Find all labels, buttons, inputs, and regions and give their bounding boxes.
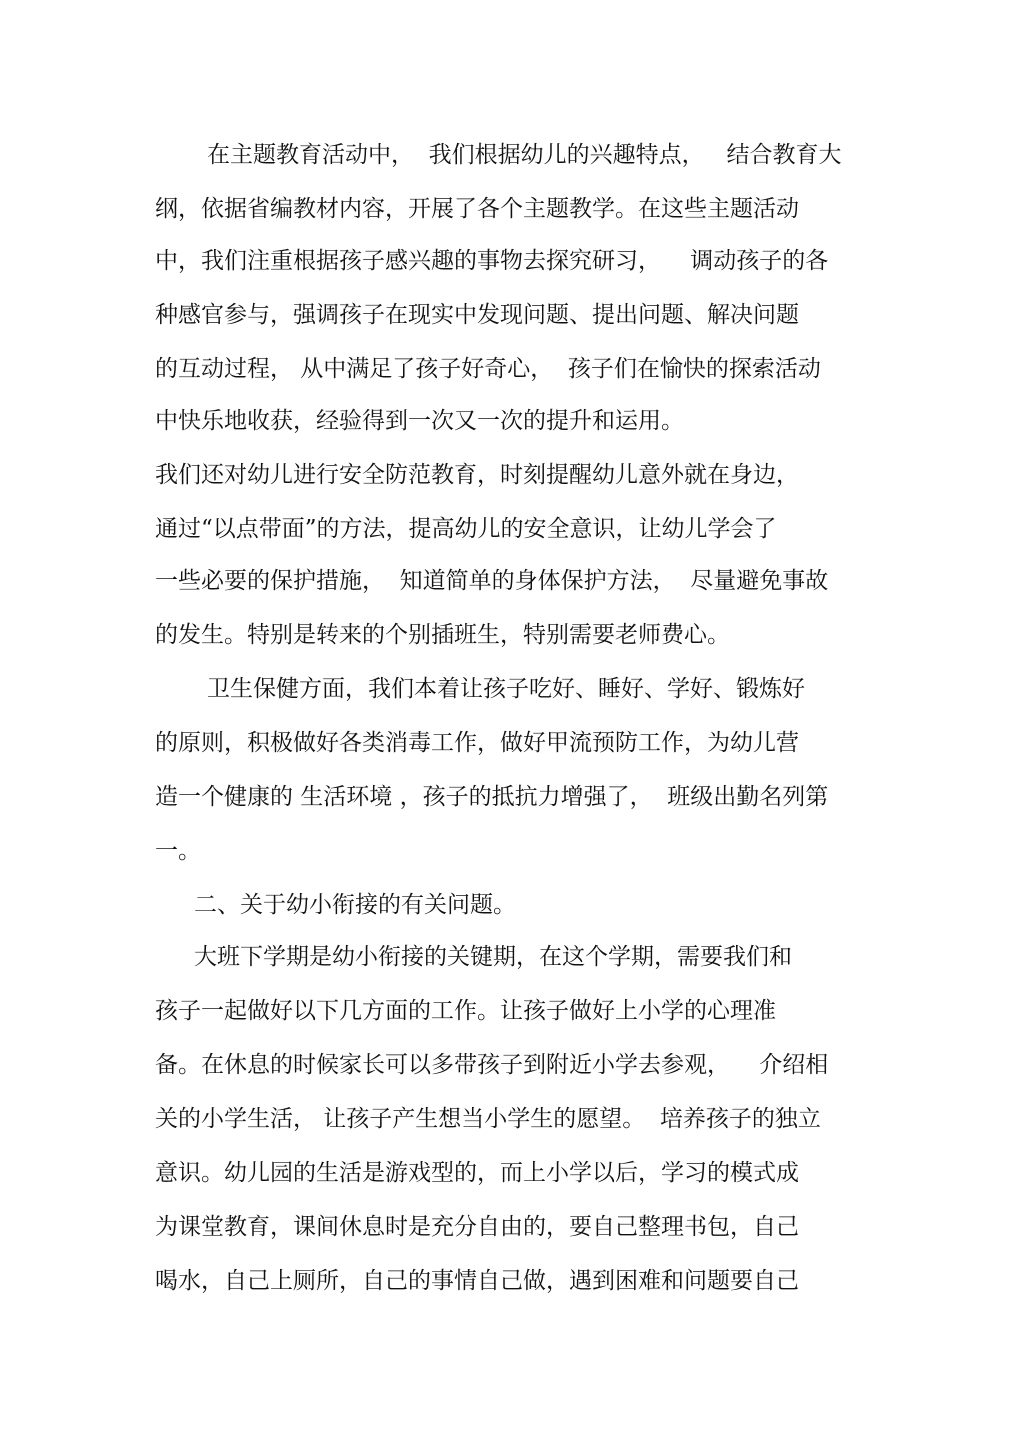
text-line: 一。: [155, 838, 201, 864]
text-line: 我们还对幼儿进行安全防范教育，时刻提醒幼儿意外就在身边，: [155, 462, 799, 488]
text-line: 种感官参与，强调孩子在现实中发现问题、提出问题、解决问题: [155, 302, 799, 328]
text-line: 一些必要的保护措施， 知道简单的身体保护方法， 尽量避免事故: [155, 568, 829, 594]
text-line: 的互动过程， 从中满足了孩子好奇心， 孩子们在愉快的探索活动: [155, 356, 821, 382]
text-line: 中快乐地收获，经验得到一次又一次的提升和运用。: [155, 408, 684, 434]
text-line: 关的小学生活， 让孩子产生想当小学生的愿望。 培养孩子的独立: [155, 1106, 821, 1132]
text-line: 在主题教育活动中， 我们根据幼儿的兴趣特点， 结合教育大: [207, 142, 842, 168]
text-line: 备。在休息的时候家长可以多带孩子到附近小学去参观， 介绍相: [155, 1052, 829, 1078]
text-line: 大班下学期是幼小衔接的关键期，在这个学期，需要我们和: [194, 944, 792, 970]
text-line: 纲，依据省编教材内容，开展了各个主题教学。在这些主题活动: [155, 196, 799, 222]
section-heading: 二、关于幼小衔接的有关问题。: [194, 892, 516, 918]
text-line: 孩子一起做好以下几方面的工作。让孩子做好上小学的心理准: [155, 998, 776, 1024]
text-line: 的发生。特别是转来的个别插班生，特别需要老师费心。: [155, 622, 730, 648]
text-line: 通过“以点带面”的方法，提高幼儿的安全意识，让幼儿学会了: [155, 516, 777, 542]
text-line: 为课堂教育，课间休息时是充分自由的，要自己整理书包，自己: [155, 1214, 799, 1240]
text-line: 喝水，自己上厕所，自己的事情自己做，遇到困难和问题要自己: [155, 1268, 799, 1294]
text-line: 的原则，积极做好各类消毒工作，做好甲流预防工作，为幼儿营: [155, 730, 799, 756]
text-line: 中，我们注重根据孩子感兴趣的事物去探究研习， 调动孩子的各: [155, 248, 829, 274]
text-line: 造一个健康的 生活环境 ，孩子的抵抗力增强了， 班级出勤名列第: [155, 784, 829, 810]
text-line: 卫生保健方面，我们本着让孩子吃好、睡好、学好、锻炼好: [207, 676, 805, 702]
text-line: 意识。幼儿园的生活是游戏型的，而上小学以后，学习的模式成: [155, 1160, 799, 1186]
